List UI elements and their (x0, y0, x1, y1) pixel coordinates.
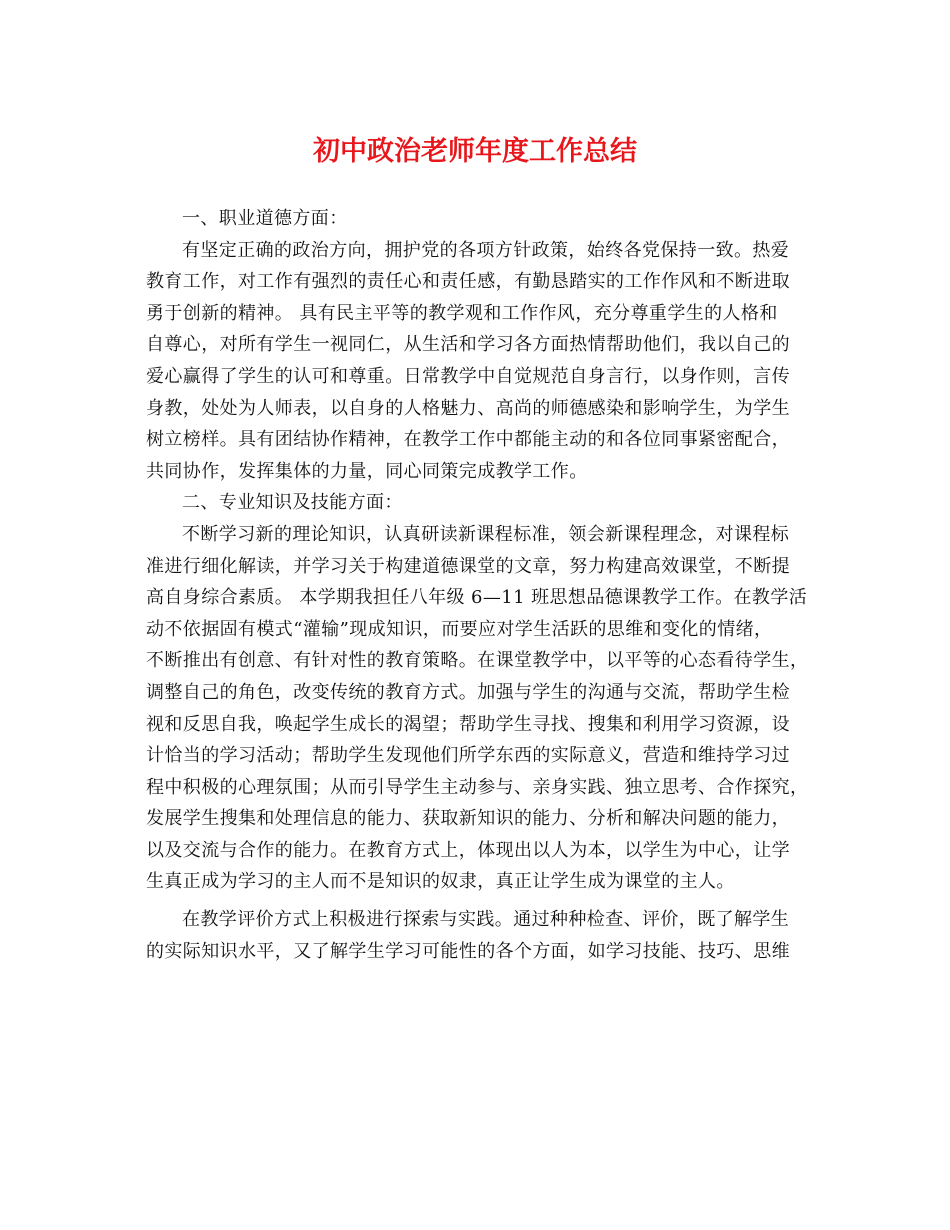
text-line: 二、专业知识及技能方面： (182, 492, 403, 514)
text-line: 教育工作，对工作有强烈的责任心和责任感，有勤恳踏实的工作作风和不断进取 (146, 271, 790, 293)
text-line: 动不依据固有模式“灌输”现成知识，而要应对学生活跃的思维和变化的情绪， (146, 618, 773, 640)
text-line: 高自身综合素质。 本学期我担任八年级 6—11 班思想品德课教学工作。在教学活 (146, 587, 808, 609)
text-line: 自尊心，对所有学生一视同仁，从生活和学习各方面热情帮助他们，我以自己的 (146, 334, 790, 356)
text-line: 生真正成为学习的主人而不是知识的奴隶，真正让学生成为课堂的主人。 (146, 871, 735, 893)
document-title: 初中政治老师年度工作总结 (313, 136, 637, 167)
text-line: 一、职业道德方面： (182, 208, 348, 229)
text-line: 准进行细化解读，并学习关于构建道德课堂的文章，努力构建高效课堂，不断提 (146, 555, 790, 577)
text-line: 发展学生搜集和处理信息的能力、获取新知识的能力、分析和解决问题的能力， (146, 808, 790, 830)
text-line: 不断学习新的理论知识，认真研读新课程标准，领会新课程理念，对课程标 (182, 523, 790, 545)
text-line: 有坚定正确的政治方向，拥护党的各项方针政策，始终各党保持一致。热爱 (182, 239, 790, 261)
text-line: 以及交流与合作的能力。在教育方式上，体现出以人为本，以学生为中心，让学 (146, 839, 790, 861)
text-line: 视和反思自我，唤起学生成长的渴望；帮助学生寻找、搜集和利用学习资源，设 (146, 713, 790, 735)
text-line: 身教，处处为人师表，以自身的人格魅力、高尚的师德感染和影响学生，为学生 (146, 397, 790, 419)
text-line: 调整自己的角色，改变传统的教育方式。加强与学生的沟通与交流，帮助学生检 (146, 681, 790, 703)
text-line: 计恰当的学习活动；帮助学生发现他们所学东西的实际意义，营造和维持学习过 (146, 745, 790, 767)
text-line: 不断推出有创意、有针对性的教育策略。在课堂教学中，以平等的心态看待学生， (146, 650, 809, 672)
document-body (146, 203, 808, 967)
text-line: 在教学评价方式上积极进行探索与实践。通过种种检查、评价，既了解学生 (182, 909, 790, 931)
text-line: 爱心赢得了学生的认可和尊重。日常教学中自觉规范自身言行，以身作则，言传 (146, 365, 790, 387)
text-line: 的实际知识水平，又了解学生学习可能性的各个方面，如学习技能、技巧、思维 (146, 940, 790, 962)
text-line: 树立榜样。具有团结协作精神，在教学工作中都能主动的和各位同事紧密配合， (146, 429, 790, 451)
text-line: 程中积极的心理氛围；从而引导学生主动参与、亲身实践、独立思考、合作探究， (146, 776, 809, 798)
text-line: 勇于创新的精神。 具有民主平等的教学观和工作作风，充分尊重学生的人格和 (146, 302, 778, 324)
text-line: 共同协作，发挥集体的力量，同心同策完成教学工作。 (146, 460, 588, 482)
